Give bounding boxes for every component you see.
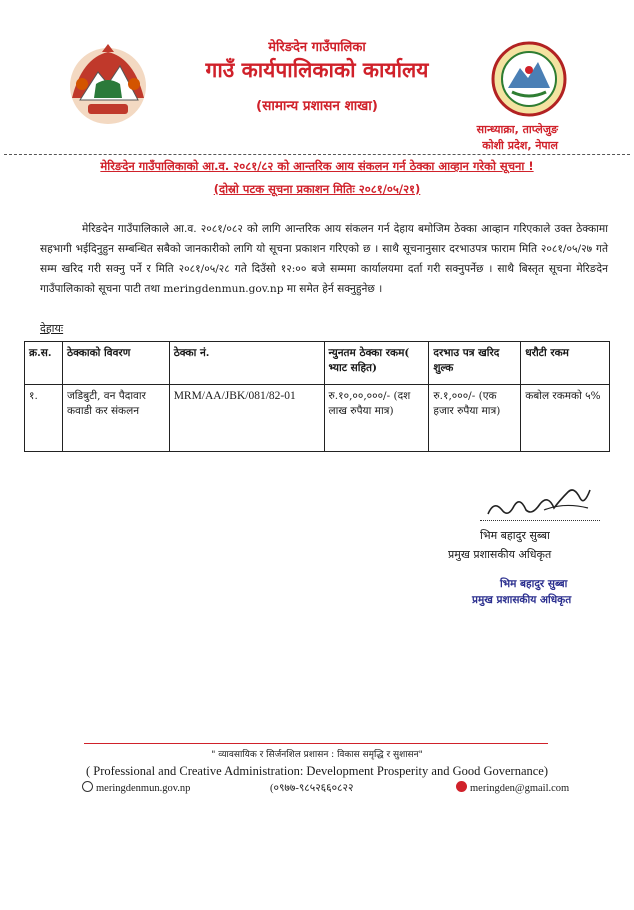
office-title: गाउँ कार्यपालिकाको कार्यालय [205,58,429,82]
globe-icon [82,781,93,792]
email-text: meringden@gmail.com [470,783,570,794]
table-header-row [25,342,610,385]
footer-phone: (०९७७-९८५२६६०८२२ [270,783,354,794]
dehaay-label: देहायः [40,322,64,335]
signature-mark [484,480,594,520]
footer-slogan: " व्यावसायिक र सिर्जनशिल प्रशासन : विकास समृद्धि र सुशासन" [211,750,423,760]
signer-title: प्रमुख प्रशासकीय अधिकृत [448,548,552,561]
cell-deposit: कबोल रकमको ५% [521,385,610,452]
municipality-name: मेरिङदेन गाउँपालिका [268,40,366,55]
cell-sn: १. [25,385,63,452]
col-header-contract-no: ठेक्का नं. [169,342,324,385]
notice-subtitle: (दोस्रो पटक सूचना प्रकाशन मितिः २०८१/०५/२१) [213,182,421,196]
signer-name: भिम बहादुर सुब्बा [480,529,550,542]
col-header-description: ठेक्काको विवरण [62,342,169,385]
address-line-1: सान्ध्याक्रा, ताप्लेजुङ [476,123,558,136]
footer-website[interactable] [82,781,190,794]
stamp-title: प्रमुख प्रशासकीय अधिकृत [472,594,572,606]
footer-email[interactable] [456,781,569,794]
address-line-2: कोशी प्रदेश, नेपाल [482,139,558,152]
email-icon [456,781,467,792]
website-text: meringdenmun.gov.np [96,783,191,794]
table-row [25,385,610,452]
cell-fee: रु.१,०००/- (एक हजार रुपैया मात्र) [429,385,521,452]
footer-english-slogan: ( Professional and Creative Administration: Development Prosperity and Good Governance) [85,764,549,778]
notice-title: मेरिङदेन गाउँपालिकाको आ.व. २०८१/८२ को आन्तरिक आय संकलन गर्न ठेक्का आव्हान गरेको सूचना ! [100,159,534,173]
footer-divider [84,743,548,744]
notice-body: मेरिङदेन गाउँपालिकाले आ.व. २०८१/०८२ को लागि आन्तरिक आय संकलन गर्न देहाय बमोजिम ठेक्का आव्हान गरिएकाले उक्त ठेक्कामा सहभागी भईदिनुहुन सम्बन्धित सबैको जानकारीको लागि यो सूचना प्रकाशन गरिएको छ । साथै सूचनानुसार दरभाउपत्र फाराम मिति २०८१/०५/२७ गते सम्म खरिद गरी सक्नु पर्ने र मिति २०८१/०५/२८ गते दिउँसो १२:०० बजे सम्ममा कार्यालयमा दर्ता गरी सक्नुपर्नेछ । साथै बिस्तृत सूचना मेरिङदेन गाउँपालिकाको सूचना पाटी तथा meringdenmun.gov.np मा समेत हेर्न सक्नुहुनेछ । [40,223,608,295]
branch-name: (सामान्य प्रशासन शाखा) [256,98,378,114]
col-header-sn: क्र.स. [25,342,63,385]
cell-contract-no: MRM/AA/JBK/081/82-01 [169,385,324,452]
col-header-fee: दरभाउ पत्र खरिद शुल्क [429,342,521,385]
signature-line [480,520,600,521]
cell-description: जडिबुटी, वन पैदावार कवाडी कर संकलन [62,385,169,452]
tender-table [24,341,610,452]
col-header-deposit: धरौटी रकम [521,342,610,385]
stamp-name: भिम बहादुर सुब्बा [500,578,568,590]
col-header-min-amount: न्युनतम ठेक्का रकम( भ्याट सहित) [324,342,429,385]
cell-min-amount: रु.१०,००,०००/- (दश लाख रुपैया मात्र) [324,385,429,452]
header-divider [4,154,630,155]
